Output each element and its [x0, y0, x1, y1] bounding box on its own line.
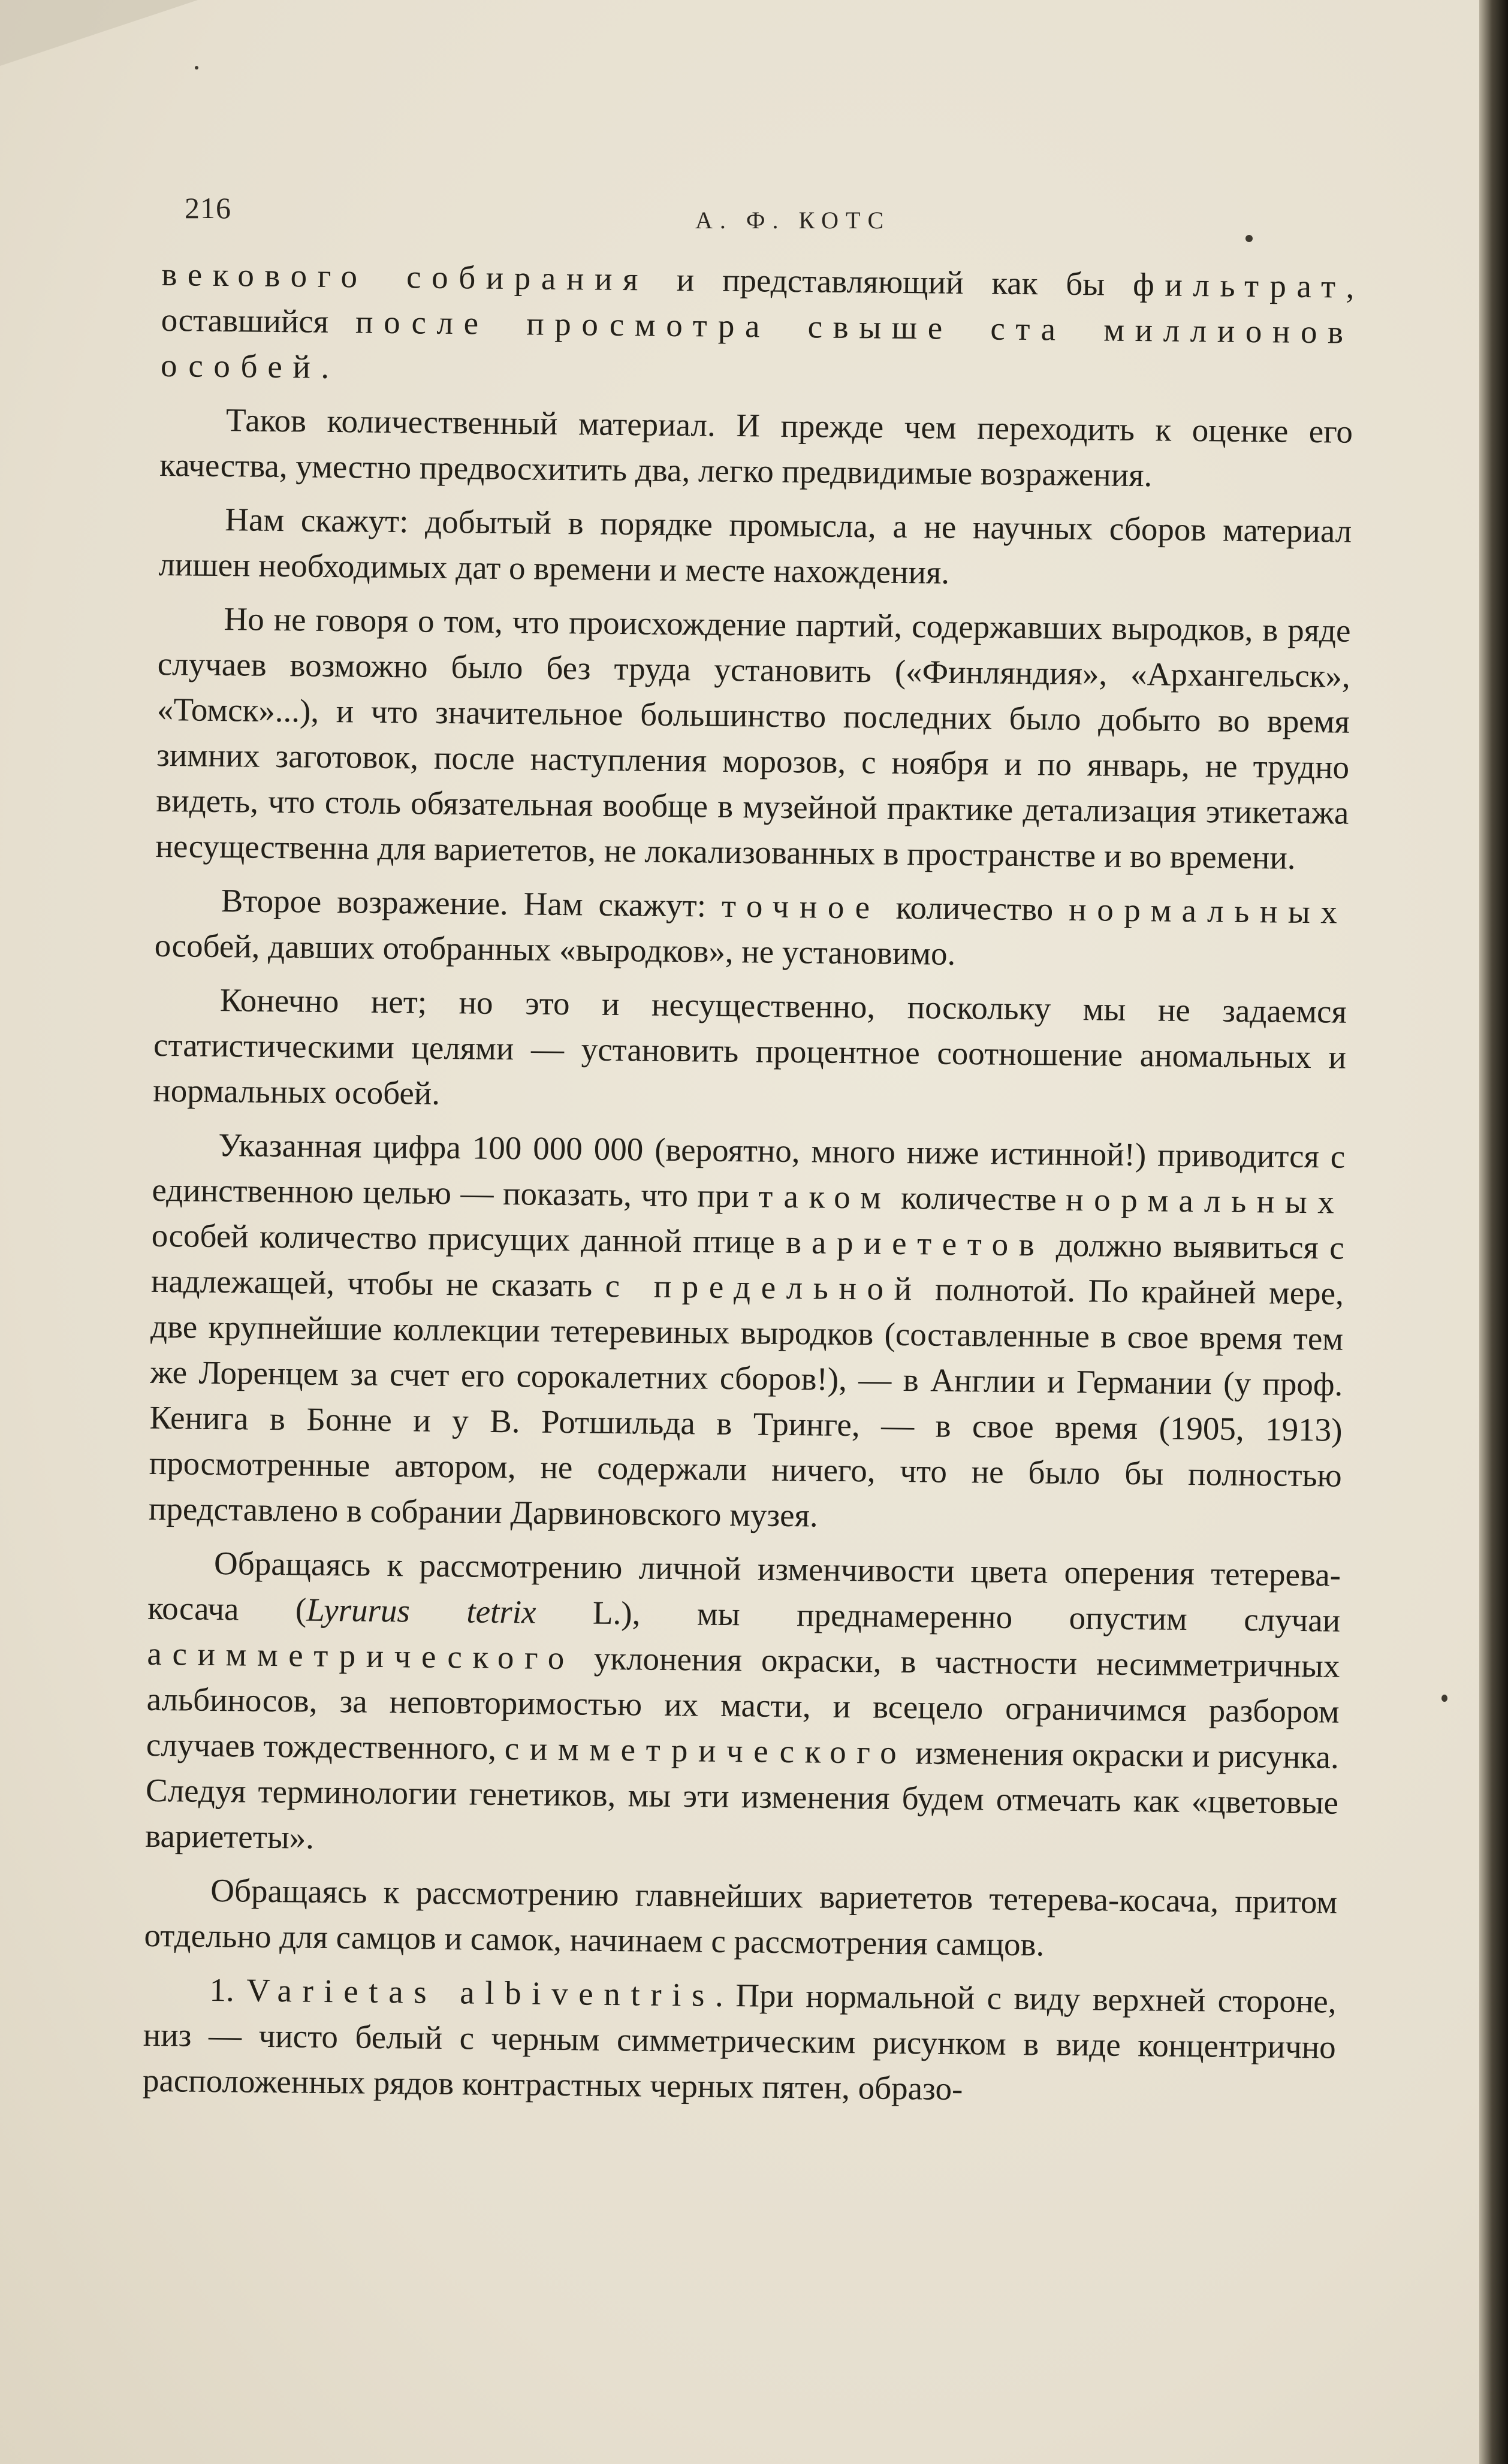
spaced-text: фильтрат: [1132, 265, 1347, 305]
ink-speck: [195, 66, 198, 70]
paper-edge-shadow: [1479, 0, 1508, 2464]
text-run: L.), мы преднамеренно опустим случаи: [536, 1593, 1341, 1639]
corner-fold: [0, 0, 198, 66]
variety-name: Varietas albiventris: [246, 1971, 716, 2013]
body-text: [142, 252, 1354, 2124]
ink-speck: [1245, 235, 1253, 242]
paragraph: Таков количественный материал. И прежде чем переходить к оценке его качества, уместно предвосхитить два, легко предвидимые возражения.: [159, 401, 1353, 494]
text-run: уклонения окраски, в частности несимметричных альбиносов, за неповторимостью их масти, и всецело ограничимся разбором случаев тождественного,: [146, 1639, 1340, 1767]
text-run: особей количество присущих данной птице: [151, 1216, 786, 1260]
spaced-text: вариететов: [785, 1223, 1045, 1263]
text-run: .: [321, 348, 330, 385]
paragraph: [149, 1122, 1346, 1544]
spaced-text: симметрического: [504, 1730, 907, 1771]
text-run: полнотой. По крайней мере, две крупнейшие коллекции тетеревиных выродков (составленные в свое время тем же Лоренцем за счет его сорокалетних сборов!), — в Англии и Германии (у проф. Кенига в Бонне и у В. Ротшильда в Тринге, — в свое время (1905, 1913) просмотренные автором, не содержали ничего, что не было бы полностью представлено в собрании Дарвиновского музея.: [148, 1270, 1344, 1534]
text-run: должно выявиться с надлежащей, чтобы не сказать: [150, 1226, 1345, 1304]
running-head: А. Ф. КОТС: [695, 207, 891, 234]
text-run: . При нормальной с виду верхней стороне, низ — чисто белый с черным симметрическим рисунком в виде концентрично расположенных рядов контрастных черных пятен, образо-: [142, 1976, 1337, 2107]
spaced-text: с предельной: [605, 1267, 923, 1308]
text-run: 1.: [209, 1971, 247, 2009]
text-run: Второе возражение. Нам скажут:: [221, 882, 722, 924]
spaced-text: нормальных: [1068, 890, 1348, 931]
spaced-text: точное: [721, 887, 881, 926]
text-run: Указанная цифра 100 000 000 (вероятно, много ниже истинной!) приводится с единственною целью — показать, что при: [152, 1127, 1346, 1215]
ink-speck: [1441, 1695, 1447, 1702]
text-run: особей, давших отобранных «выродков», не установимо.: [154, 926, 956, 972]
text-run: Обращаясь к рассмотрению личной изменчивости цвета оперения тетерева-косача (: [147, 1545, 1341, 1628]
paragraph: Но не говоря о том, что происхождение партий, содержавших выродков, в ряде случаев возможно было без труда установить («Финляндия», «Архангельск», «Томск»...), и что значительное большинство последних было добыто во время зимних заготовок, после наступления морозов, с ноября и по январь, не трудно видеть, что столь обязательная вообще в музейной практике детализация этикетажа несущественна для вариететов, не локализованных в пространстве и во времени.: [155, 600, 1351, 876]
spaced-text: после просмотра свыше ста миллионов особей: [160, 303, 1355, 385]
page-number: 216: [185, 191, 231, 225]
spaced-text: нормальных: [1065, 1180, 1345, 1221]
species-name: Lyrurus tetrix: [306, 1591, 536, 1630]
paragraph: Обращаясь к рассмотрению главнейших вариететов тетерева-косача, притом отдельно для самцов и самок, начинаем с рассмотрения самцов.: [144, 1872, 1338, 1963]
paragraph: [161, 252, 1355, 401]
spaced-text: таком: [758, 1177, 892, 1216]
paragraph: Нам скажут: добытый в порядке промысла, а не научных сборов материал лишен необходимых дат о времени и месте нахождения.: [158, 501, 1352, 591]
paragraph: [143, 1967, 1337, 2116]
text-run: , оставшийся: [161, 268, 1355, 340]
text-run: и представляющий как бы: [648, 261, 1133, 303]
text-run: изменения окраски и рисунка. Следуя терминологии генетиков, мы эти изменения будем отмечать как «цветовые вариететы».: [144, 1734, 1340, 1856]
paragraph: [154, 877, 1347, 981]
spaced-text: векового собирания: [161, 255, 649, 298]
text-run: количестве: [891, 1179, 1066, 1218]
text-run: количество: [880, 889, 1069, 928]
paragraph: [145, 1540, 1341, 1871]
paragraph: Конечно нет; но это и несущественно, поскольку мы не задаемся статистическими целями — установить процентное соотношение аномальных и нормальных особей.: [153, 982, 1347, 1112]
spaced-text: асимметрического: [147, 1635, 575, 1677]
